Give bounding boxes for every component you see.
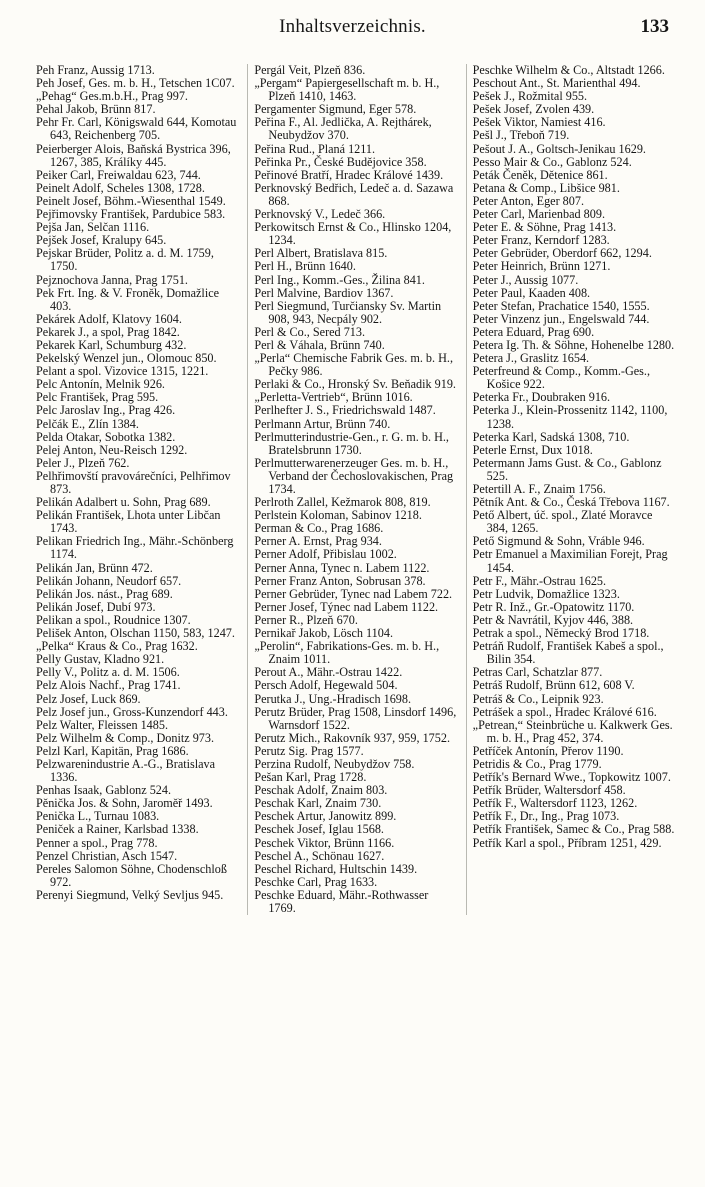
index-entry: Peh Josef, Ges. m. b. H., Tetschen 1C07. bbox=[36, 76, 235, 91]
index-column-right bbox=[466, 64, 676, 915]
index-entry: Perl Siegmund, Turčiansky Sv. Martin 908, 943, Necpály 902. bbox=[254, 298, 442, 326]
index-entry: Petridis & Co., Prag 1779. bbox=[472, 756, 602, 771]
index-entry: Pergál Veit, Plzeň 836. bbox=[254, 63, 366, 77]
index-entry: Pesso Mair & Co., Gablonz 524. bbox=[472, 154, 632, 169]
index-entry: Pehal Jakob, Brünn 817. bbox=[36, 102, 156, 117]
index-entry: Pergamenter Sigmund, Eger 578. bbox=[254, 102, 417, 117]
index-entry: Pešl J., Třeboň 719. bbox=[472, 128, 570, 143]
index-entry: Petřík F., Waltersdorf 1123, 1262. bbox=[472, 796, 638, 811]
index-entry: Petr R. Inž., Gr.-Opatowitz 1170. bbox=[472, 599, 635, 614]
index-entry: Pelc Antonín, Melnik 926. bbox=[36, 377, 165, 392]
index-entry: Petertill A. F., Znaim 1756. bbox=[472, 482, 606, 496]
index-entry: Perutz Sig. Prag 1577. bbox=[254, 743, 364, 758]
index-entry: Pelly V., Politz a. d. M. 1506. bbox=[36, 665, 180, 680]
index-entry: Pelišek Anton, Olschan 1150, 583, 1247. bbox=[36, 626, 235, 641]
index-entry: Perutka J., Ung.-Hradisch 1698. bbox=[254, 691, 412, 706]
index-entry: Peter J., Aussig 1077. bbox=[472, 272, 579, 287]
index-entry: Perner R., Plzeň 670. bbox=[254, 612, 358, 627]
index-entry: Pekarek Karl, Schumburg 432. bbox=[36, 337, 187, 352]
index-entry: Pelzl Karl, Kapitän, Prag 1686. bbox=[36, 743, 189, 758]
index-entry: Perlmutterwarenerzeuger Ges. m. b. H., Verband der Čechoslovakischen, Prag 1734. bbox=[254, 455, 454, 496]
index-entry: Penhas Isaak, Gablonz 524. bbox=[36, 783, 172, 798]
index-entry: Petrak a spol., Německý Brod 1718. bbox=[472, 626, 650, 641]
index-entry: Peterka Fr., Doubraken 916. bbox=[472, 390, 611, 405]
index-entry: Peschak Karl, Znaim 730. bbox=[254, 796, 382, 811]
index-entry: Peschout Ant., St. Marienthal 494. bbox=[472, 76, 641, 91]
index-entry: Pehr Fr. Carl, Königswald 644, Komotau 643, Reichenberg 705. bbox=[36, 115, 237, 143]
index-entry: Pelant a spol. Vizovice 1315, 1221. bbox=[36, 364, 209, 379]
index-entry: Peterka J., Klein-Prossenitz 1142, 1100, 1238. bbox=[472, 403, 668, 431]
page-header bbox=[0, 14, 705, 44]
index-entry: Peřina Rud., Planá 1211. bbox=[254, 141, 376, 156]
index-entry: Pejřimovsky František, Pardubice 583. bbox=[36, 207, 226, 222]
index-entry: Perkowitsch Ernst & Co., Hlinsko 1204, 1234. bbox=[254, 220, 452, 248]
index-entry: Perner Josef, Týnec nad Labem 1122. bbox=[254, 599, 439, 614]
index-entry: Petr Emanuel a Maximilian Forejt, Prag 1454. bbox=[472, 547, 668, 575]
index-entry: Peter Vinzenz jun., Engelswald 744. bbox=[472, 311, 650, 326]
index-entry: Pešout J. A., Goltsch-Jenikau 1629. bbox=[472, 141, 646, 156]
index-entry: Petera Ig. Th. & Söhne, Hohenelbe 1280. bbox=[472, 337, 675, 352]
index-entry: Peler J., Plzeň 762. bbox=[36, 455, 130, 470]
index-entry: Perner Franz Anton, Sobrusan 378. bbox=[254, 573, 426, 588]
index-entry: Pešek Viktor, Namiest 416. bbox=[472, 115, 606, 130]
index-entry: Pekárek Adolf, Klatovy 1604. bbox=[36, 311, 182, 326]
index-entry: Pěnička Jos. & Sohn, Jaroměř 1493. bbox=[36, 796, 213, 811]
index-entry: Peter Anton, Eger 807. bbox=[472, 193, 585, 208]
index-entry: Penička L., Turnau 1083. bbox=[36, 809, 160, 824]
index-entry: Pešan Karl, Prag 1728. bbox=[254, 770, 367, 785]
index-entry: Peschak Adolf, Znaim 803. bbox=[254, 783, 388, 798]
index-entry: Petřík Brüder, Waltersdorf 458. bbox=[472, 783, 626, 798]
index-entry: Perlroth Zallel, Kežmarok 808, 819. bbox=[254, 495, 431, 510]
index-entry: Pereles Salomon Söhne, Chodenschloß 972. bbox=[36, 861, 227, 889]
index-entry: Pelz Josef, Luck 869. bbox=[36, 691, 141, 706]
index-entry: Perl H., Brünn 1640. bbox=[254, 259, 356, 274]
index-entry: Peter Stefan, Prachatice 1540, 1555. bbox=[472, 298, 650, 313]
index-entry: Pelikán Josef, Dubí 973. bbox=[36, 599, 156, 614]
index-entry: Perl Ing., Komm.-Ges., Žilina 841. bbox=[254, 272, 425, 287]
index-entry: Perner Adolf, Přibislau 1002. bbox=[254, 547, 397, 562]
index-entry: Petráš & Co., Leipnik 923. bbox=[472, 691, 604, 706]
index-entry: Perlhefter J. S., Friedrichswald 1487. bbox=[254, 403, 436, 418]
index-columns bbox=[36, 64, 676, 915]
index-entry: „Petrean,“ Steinbrüche u. Kalkwerk Ges. m. b. H., Prag 452, 374. bbox=[472, 717, 673, 745]
index-entry: Pelzwarenindustrie A.-G., Bratislava 1336. bbox=[36, 756, 216, 785]
index-entry: Peh Franz, Aussig 1713. bbox=[36, 63, 155, 77]
index-entry: Peniček a Rainer, Karlsbad 1338. bbox=[36, 822, 199, 837]
index-entry: Perknovský Bedřich, Ledeč a. d. Sazawa 868. bbox=[254, 180, 454, 208]
index-entry: Pejšek Josef, Kralupy 645. bbox=[36, 233, 167, 248]
index-entry: Pelz Alois Nachf., Prag 1741. bbox=[36, 678, 181, 693]
index-entry: Perzina Rudolf, Neubydžov 758. bbox=[254, 756, 415, 771]
index-entry: Pelikán František, Lhota unter Libčan 1743. bbox=[36, 508, 221, 536]
index-entry: Pejskar Brüder, Politz a. d. M. 1759, 1750. bbox=[36, 246, 214, 274]
index-entry: Pelikán Jan, Brünn 472. bbox=[36, 560, 153, 575]
index-entry: Peschke Carl, Prag 1633. bbox=[254, 874, 378, 889]
index-entry: Petermann Jams Gust. & Co., Gablonz 525. bbox=[472, 455, 662, 483]
index-entry: Pekelský Wenzel jun., Olomouc 850. bbox=[36, 351, 217, 366]
index-entry: Pernikař Jakob, Lösch 1104. bbox=[254, 626, 393, 641]
index-entry: Petras Carl, Schatzlar 877. bbox=[472, 665, 603, 680]
index-entry: Petera J., Graslitz 1654. bbox=[472, 351, 590, 366]
index-entry: Pelikan a spol., Roudnice 1307. bbox=[36, 612, 191, 627]
index-entry: Peschke Wilhelm & Co., Altstadt 1266. bbox=[472, 63, 665, 77]
index-entry: Perenyi Siegmund, Velký Sevljus 945. bbox=[36, 887, 224, 902]
index-column-middle bbox=[247, 64, 457, 915]
index-entry: Perout A., Mähr.-Ostrau 1422. bbox=[254, 665, 403, 680]
index-entry: Peschek Viktor, Brünn 1166. bbox=[254, 835, 395, 850]
index-entry: Perutz Mich., Rakovník 937, 959, 1752. bbox=[254, 730, 450, 745]
index-column-left bbox=[36, 64, 239, 915]
index-entry: Petříček Antonín, Přerov 1190. bbox=[472, 743, 624, 758]
index-entry: Peřinka Pr., České Budějovice 358. bbox=[254, 154, 427, 169]
index-entry: Peterka Karl, Sadská 1308, 710. bbox=[472, 429, 630, 444]
index-entry: Pelikan Friedrich Ing., Mähr.-Schönberg 1174. bbox=[36, 534, 234, 562]
index-entry: „Pergam“ Papiergesellschaft m. b. H., Plzeň 1410, 1463. bbox=[254, 76, 440, 104]
index-entry: Perl & Co., Sered 713. bbox=[254, 324, 366, 339]
index-entry: Penner a spol., Prag 778. bbox=[36, 835, 158, 850]
index-entry: Peschel Richard, Hultschin 1439. bbox=[254, 861, 418, 876]
index-entry: Peschek Artur, Janowitz 899. bbox=[254, 809, 397, 824]
index-entry: „Pehag“ Ges.m.b.H., Prag 997. bbox=[36, 89, 188, 104]
index-entry: „Pelka“ Kraus & Co., Prag 1632. bbox=[36, 639, 198, 654]
index-entry: Pelhřimovští pravovárečníci, Pelhřimov 873. bbox=[36, 468, 231, 496]
index-entry: Pető Sigmund & Sohn, Vráble 946. bbox=[472, 534, 645, 549]
index-entry: Petera Eduard, Prag 690. bbox=[472, 324, 595, 339]
index-entry: Pelej Anton, Neu-Reisch 1292. bbox=[36, 442, 188, 457]
index-entry: Petr Ludvik, Domažlice 1323. bbox=[472, 586, 620, 601]
index-entry: Persch Adolf, Hegewald 504. bbox=[254, 678, 398, 693]
index-entry: Peter Carl, Marienbad 809. bbox=[472, 207, 605, 222]
index-entry: Petřík František, Samec & Co., Prag 588. bbox=[472, 822, 675, 837]
index-entry: Pelikán Adalbert u. Sohn, Prag 689. bbox=[36, 495, 211, 510]
index-entry: Peinelt Adolf, Scheles 1308, 1728. bbox=[36, 180, 205, 195]
index-entry: Petřík Karl a spol., Příbram 1251, 429. bbox=[472, 835, 662, 850]
index-entry: Peiker Carl, Freiwaldau 623, 744. bbox=[36, 167, 201, 182]
index-entry: Pelly Gustav, Kladno 921. bbox=[36, 652, 165, 667]
index-entry: Perl Malvine, Bardiov 1367. bbox=[254, 285, 394, 300]
index-entry: Pelikán Jos. nást., Prag 689. bbox=[36, 586, 173, 601]
index-entry: Perlmutterindustrie-Gen., r. G. m. b. H., Bratelsbrunn 1730. bbox=[254, 429, 449, 457]
index-entry: Peinelt Josef, Böhm.-Wiesenthal 1549. bbox=[36, 193, 226, 208]
index-entry: Peter Paul, Kaaden 408. bbox=[472, 285, 591, 300]
index-entry: Pešek J., Rožmital 955. bbox=[472, 89, 588, 104]
index-entry: Perutz Brüder, Prag 1508, Linsdorf 1496, Warnsdorf 1522. bbox=[254, 704, 457, 732]
index-entry: Peřinové Bratří, Hradec Králové 1439. bbox=[254, 167, 444, 182]
index-entry: Pelc Jaroslav Ing., Prag 426. bbox=[36, 403, 176, 418]
index-entry: „Perla“ Chemische Fabrik Ges. m. b. H., Pečky 986. bbox=[254, 351, 454, 379]
page-title: Inhaltsverzeichnis. bbox=[279, 16, 426, 37]
index-entry: Pejša Jan, Selčan 1116. bbox=[36, 220, 150, 235]
page-number: 133 bbox=[640, 16, 669, 37]
index-entry: Peterle Ernst, Dux 1018. bbox=[472, 442, 593, 457]
index-entry: Peřina F., Al. Jedlička, A. Rejthárek, Neubydžov 370. bbox=[254, 115, 432, 143]
index-entry: Pek Frt. Ing. & V. Froněk, Domažlice 403. bbox=[36, 285, 220, 313]
index-entry: Petr & Navrátil, Kyjov 446, 388. bbox=[472, 612, 634, 627]
index-entry: Perner Anna, Tynec n. Labem 1122. bbox=[254, 560, 430, 575]
index-entry: Pešek Josef, Zvolen 439. bbox=[472, 102, 595, 117]
index-entry: Petráň Rudolf, František Kabeš a spol., Bilin 354. bbox=[472, 639, 664, 667]
index-entry: Peter Heinrich, Brünn 1271. bbox=[472, 259, 611, 274]
index-entry: Penzel Christian, Asch 1547. bbox=[36, 848, 178, 863]
index-entry: Pelz Walter, Fleissen 1485. bbox=[36, 717, 169, 732]
index-entry: Perman & Co., Prag 1686. bbox=[254, 521, 384, 536]
index-entry: Pelikán Johann, Neudorf 657. bbox=[36, 573, 182, 588]
index-entry: Peter E. & Söhne, Prag 1413. bbox=[472, 220, 617, 235]
index-entry: Peták Čeněk, Dětenice 861. bbox=[472, 167, 608, 182]
index-entry: Pelčák E., Zlín 1384. bbox=[36, 416, 139, 431]
index-entry: Peierberger Alois, Baňská Bystrica 396, 1267, 385, Králíky 445. bbox=[36, 141, 231, 169]
index-entry: Petrášek a spol., Hradec Králové 616. bbox=[472, 704, 657, 719]
index-entry: Peterfreund & Comp., Komm.-Ges., Košice 922. bbox=[472, 364, 651, 392]
index-entry: Petřík F., Dr., Ing., Prag 1073. bbox=[472, 809, 620, 824]
index-entry: Perner A. Ernst, Prag 934. bbox=[254, 534, 382, 549]
index-entry: Pejznochova Janna, Prag 1751. bbox=[36, 272, 188, 287]
index-entry: Pelz Josef jun., Gross-Kunzendorf 443. bbox=[36, 704, 228, 719]
index-entry: Peschel A., Schönau 1627. bbox=[254, 848, 385, 863]
index-entry: Perknovský V., Ledeč 366. bbox=[254, 207, 386, 222]
index-entry: Perlstein Koloman, Sabinov 1218. bbox=[254, 508, 422, 523]
index-entry: Petr F., Mähr.-Ostrau 1625. bbox=[472, 573, 607, 588]
index-entry: Pető Albert, úč. spol., Zlaté Moravce 384, 1265. bbox=[472, 508, 653, 536]
index-entry: Pelda Otakar, Sobotka 1382. bbox=[36, 429, 176, 444]
index-entry: Perl & Váhala, Brünn 740. bbox=[254, 337, 385, 352]
index-entry: Pelc František, Prag 595. bbox=[36, 390, 159, 405]
index-entry: Peschke Eduard, Mähr.-Rothwasser 1769. bbox=[254, 887, 429, 915]
index-entry: Petráš Rudolf, Brünn 612, 608 V. bbox=[472, 678, 635, 693]
index-entry: Pelz Wilhelm & Comp., Donitz 973. bbox=[36, 730, 215, 745]
index-entry: Peter Franz, Kerndorf 1283. bbox=[472, 233, 610, 248]
index-entry: Perlaki & Co., Hronský Sv. Beňadik 919. bbox=[254, 377, 456, 392]
index-entry: Perner Gebrüder, Tynec nad Labem 722. bbox=[254, 586, 453, 601]
index-entry: Peter Gebrüder, Oberdorf 662, 1294. bbox=[472, 246, 652, 261]
index-entry: Perl Albert, Bratislava 815. bbox=[254, 246, 388, 261]
index-entry: Peschek Josef, Iglau 1568. bbox=[254, 822, 384, 837]
index-entry: „Perletta-Vertrieb“, Brünn 1016. bbox=[254, 390, 413, 405]
index-entry: Petana & Comp., Libšice 981. bbox=[472, 180, 620, 195]
index-entry: „Perolin“, Fabrikations-Ges. m. b. H., Znaim 1011. bbox=[254, 639, 440, 667]
index-entry: Perlmann Artur, Brünn 740. bbox=[254, 416, 391, 431]
index-entry: Petřík's Bernard Wwe., Topkowitz 1007. bbox=[472, 770, 671, 785]
index-entry: Pekarek J., a spol, Prag 1842. bbox=[36, 324, 180, 339]
index-entry: Pětník Ant. & Co., Česká Třebova 1167. bbox=[472, 495, 670, 510]
